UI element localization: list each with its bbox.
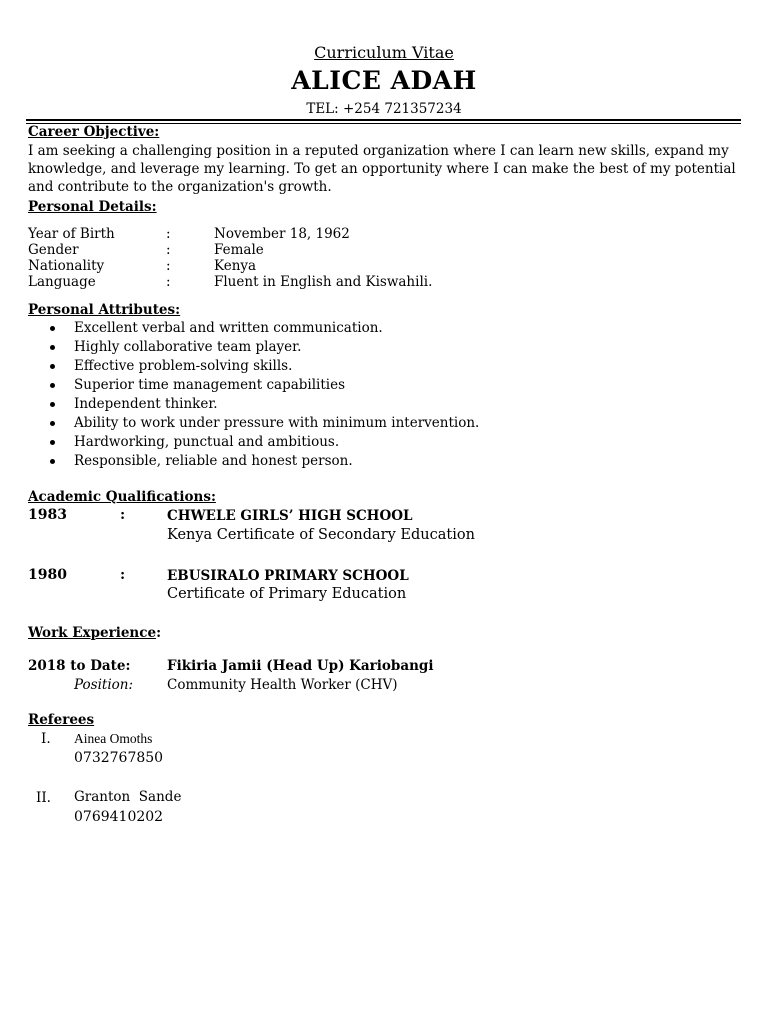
detail-colon: :: [166, 258, 171, 274]
work-heading-suffix: :: [156, 625, 162, 641]
bullet-icon: [50, 326, 55, 331]
work-organization: Fikiria Jamii (Head Up) Kariobangi: [167, 658, 434, 674]
work-position-label: Position:: [74, 677, 134, 693]
detail-value-year-of-birth: November 18, 1962: [214, 226, 350, 242]
detail-colon: :: [166, 242, 171, 258]
detail-value-nationality: Kenya: [214, 258, 257, 274]
detail-label-year-of-birth: Year of Birth: [28, 226, 115, 242]
academic-year: 1980: [28, 567, 67, 583]
academic-colon: :: [120, 567, 126, 583]
academic-colon: :: [120, 507, 126, 523]
academic-school: EBUSIRALO PRIMARY SCHOOL: [167, 568, 409, 584]
detail-colon: :: [166, 274, 171, 290]
referees-heading: Referees: [28, 712, 95, 728]
career-objective-text: I am seeking a challenging position in a reputed organization where I can learn new skills, expand my knowledge, and leverage my learning. To get an opportunity where I can make the best of my potential and contribute to the organization's growth.: [28, 143, 736, 195]
attribute-item: Ability to work under pressure with minimum intervention.: [74, 415, 480, 431]
detail-value-language: Fluent in English and Kiswahili.: [214, 274, 433, 290]
header-divider-thick: [26, 119, 741, 121]
bullet-icon: [50, 383, 55, 388]
academic-certificate: Certificate of Primary Education: [167, 586, 407, 602]
bullet-icon: [50, 440, 55, 445]
academic-year: 1983: [28, 507, 67, 523]
detail-label-language: Language: [28, 274, 96, 290]
referee-phone: 0732767850: [74, 750, 164, 766]
attribute-item: Effective problem-solving skills.: [74, 358, 293, 374]
telephone: TEL: +254 721357234: [306, 101, 462, 117]
bullet-icon: [50, 364, 55, 369]
academic-certificate: Kenya Certificate of Secondary Education: [167, 527, 475, 543]
attribute-item: Hardworking, punctual and ambitious.: [74, 434, 340, 450]
referee-name: Granton Sande: [74, 789, 182, 805]
bullet-icon: [50, 459, 55, 464]
bullet-icon: [50, 402, 55, 407]
work-position-value: Community Health Worker (CHV): [167, 677, 398, 693]
attribute-item: Excellent verbal and written communication.: [74, 320, 383, 336]
work-period: 2018 to Date:: [28, 658, 131, 674]
attribute-item: Highly collaborative team player.: [74, 339, 302, 355]
academic-heading: Academic Qualifications:: [28, 489, 216, 505]
attribute-item: Superior time management capabilities: [74, 377, 346, 393]
detail-colon: :: [166, 226, 171, 242]
attribute-item: Independent thinker.: [74, 396, 218, 412]
candidate-name: ALICE ADAH: [291, 66, 477, 95]
work-heading-line: [28, 625, 161, 641]
bullet-icon: [50, 421, 55, 426]
work-heading: Work Experience: [28, 625, 157, 641]
referee-phone: 0769410202: [74, 809, 164, 825]
referee-number: I.: [41, 731, 51, 747]
detail-label-nationality: Nationality: [28, 258, 105, 274]
bullet-icon: [50, 345, 55, 350]
personal-details-heading: Personal Details:: [28, 199, 157, 215]
referee-number: II.: [36, 790, 51, 806]
document-title: Curriculum Vitae: [314, 43, 454, 62]
career-objective-heading: Career Objective:: [28, 124, 160, 140]
referee-name: Ainea Omoths: [74, 731, 153, 746]
detail-value-gender: Female: [214, 242, 264, 258]
detail-label-gender: Gender: [28, 242, 79, 258]
academic-school: CHWELE GIRLS’ HIGH SCHOOL: [167, 508, 413, 524]
personal-attributes-heading: Personal Attributes:: [28, 302, 181, 318]
attribute-item: Responsible, reliable and honest person.: [74, 453, 353, 469]
